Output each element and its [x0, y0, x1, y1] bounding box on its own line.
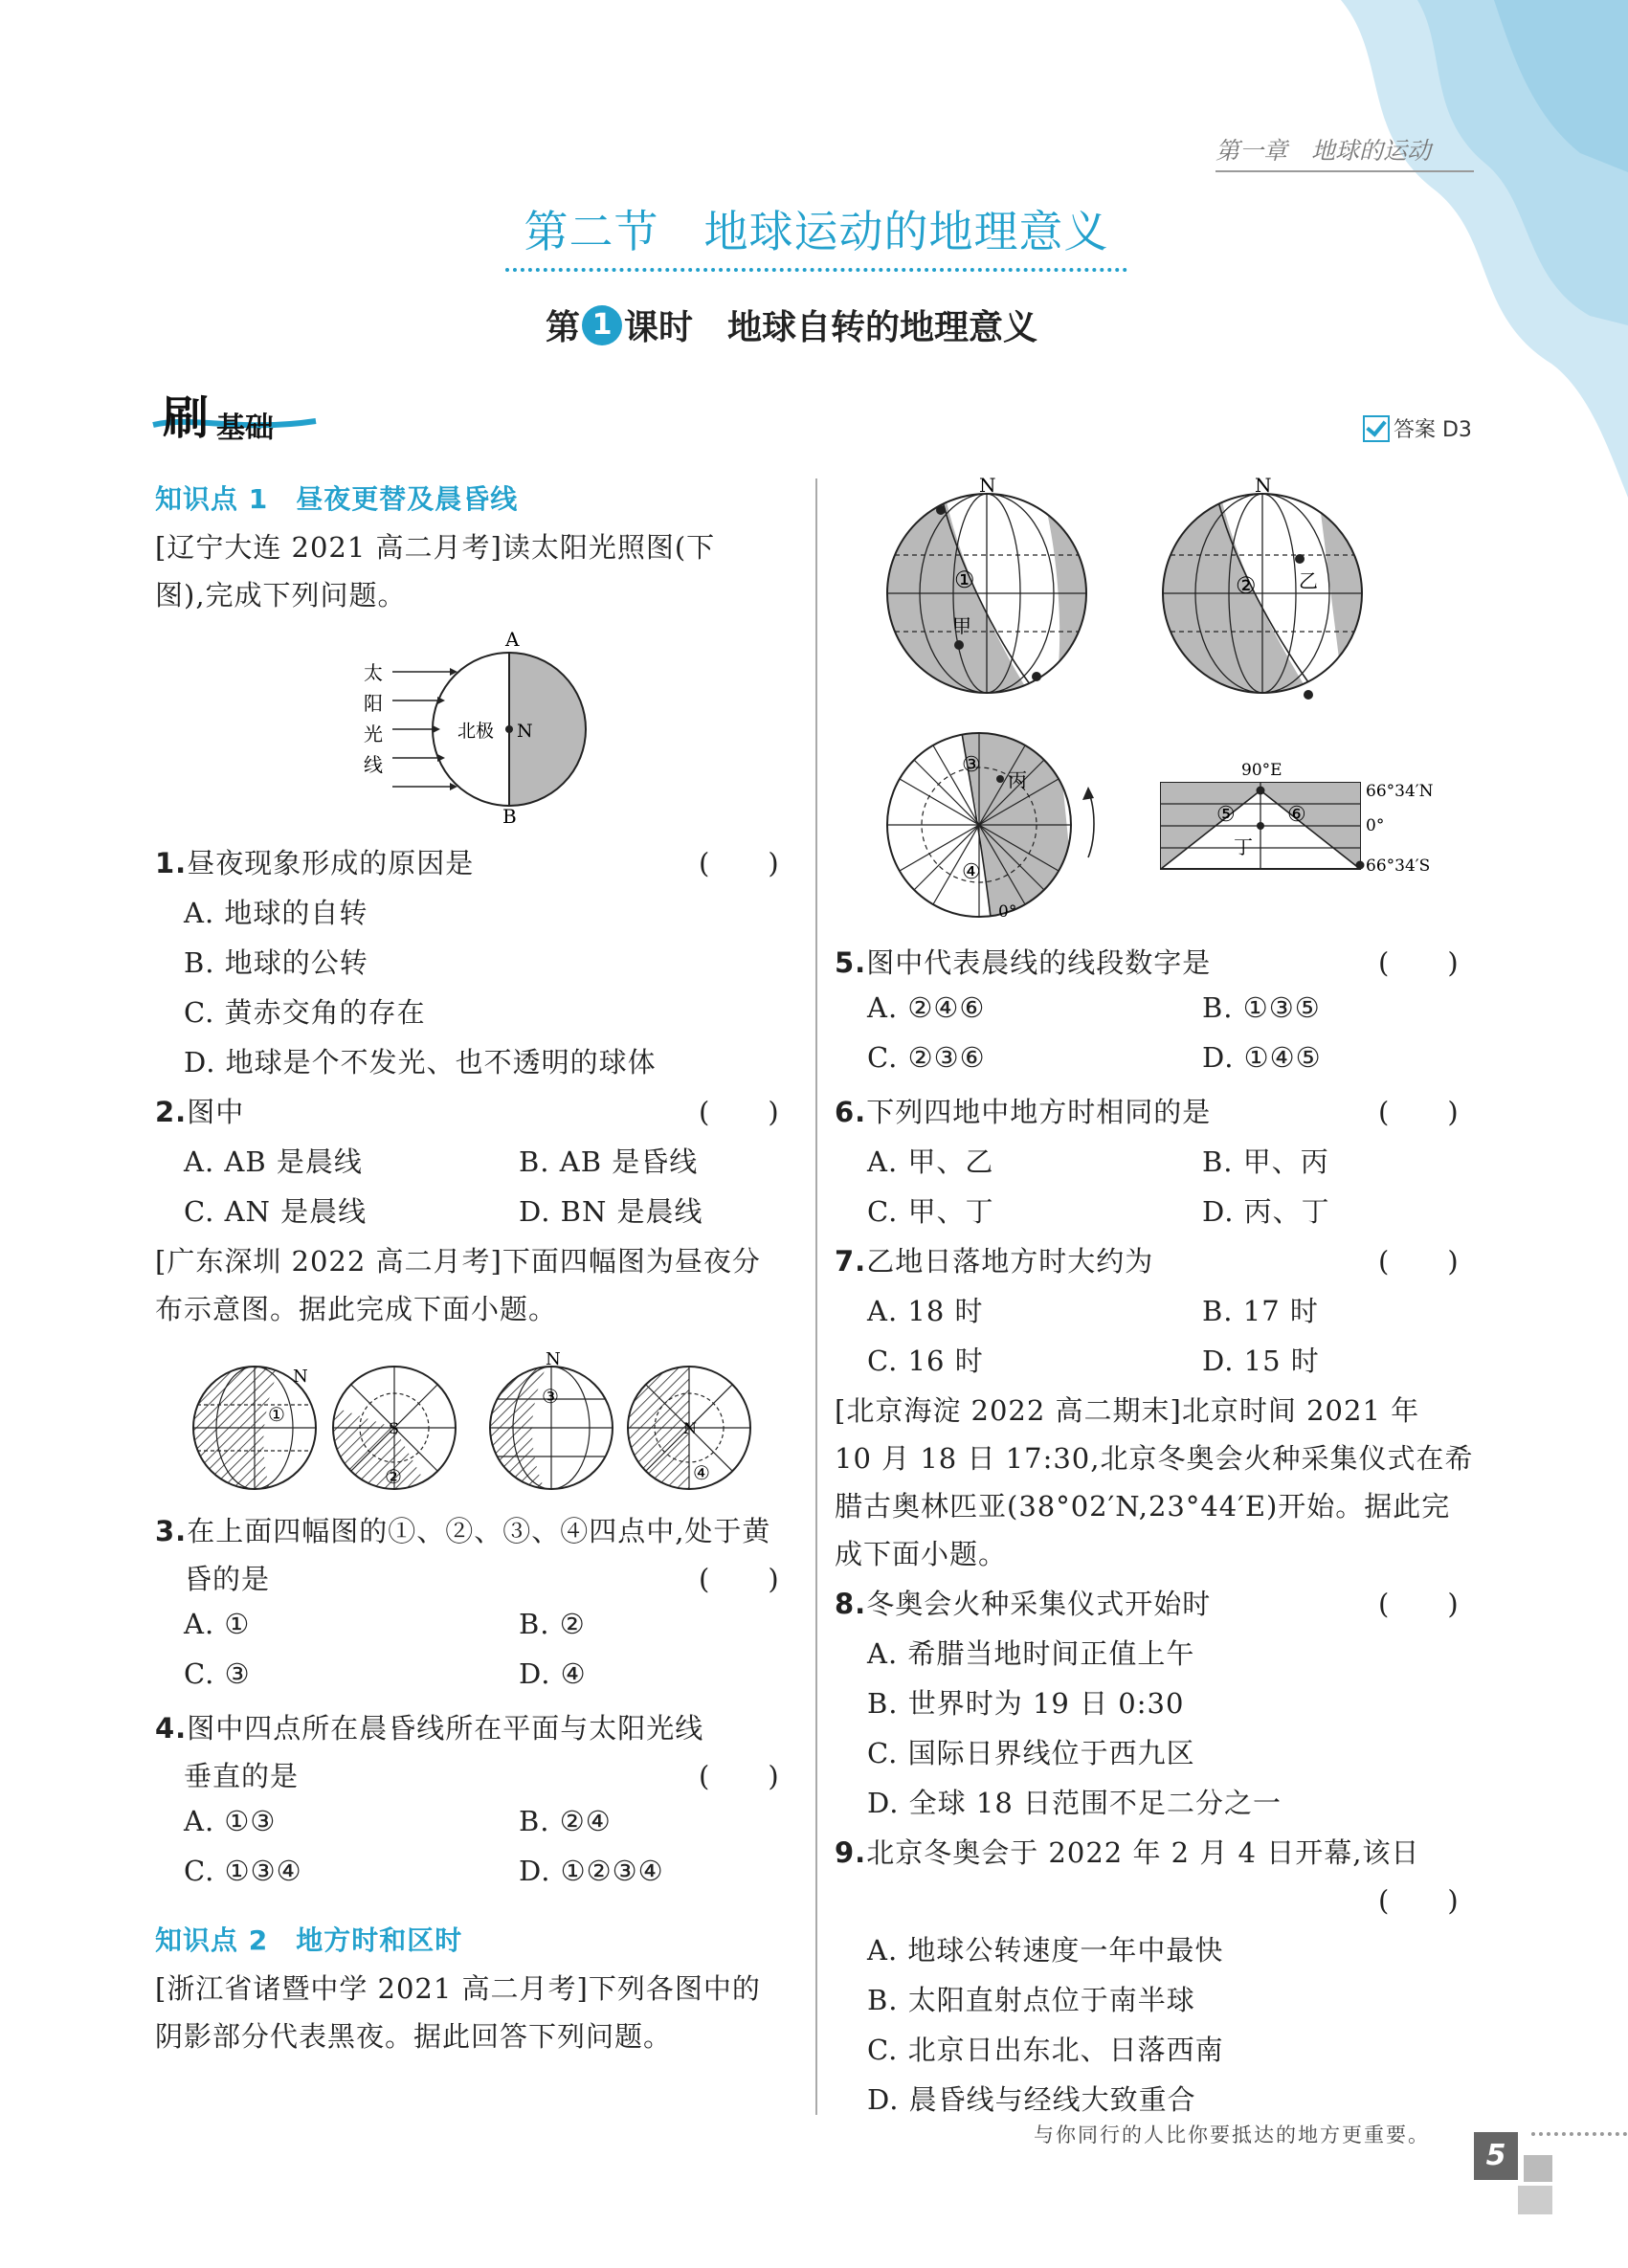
option[interactable]: A. ①③ — [184, 1805, 277, 1837]
footer-dotted-line — [1531, 2132, 1627, 2136]
yi-label: 乙 — [1299, 569, 1318, 592]
option[interactable]: B. 太阳直射点位于南半球 — [867, 1984, 1195, 2016]
n-label: N — [979, 474, 996, 497]
option[interactable]: A. 希腊当地时间正值上午 — [867, 1637, 1195, 1670]
option[interactable]: D. 晨昏线与经线大致重合 — [867, 2083, 1196, 2116]
answer-reference — [1363, 413, 1472, 443]
option[interactable]: A. AB 是晨线 — [184, 1145, 363, 1178]
n-label: N — [546, 1349, 561, 1369]
option[interactable]: A. ① — [184, 1608, 251, 1640]
time-zone-figures — [866, 474, 1434, 934]
knowledge-point-2: 知识点 2 地方时和区时 — [155, 1924, 463, 1956]
globe-jia — [866, 475, 1115, 704]
n-label: N — [293, 1367, 308, 1387]
option[interactable]: A. 地球的自转 — [184, 897, 368, 929]
option[interactable]: C. ③ — [184, 1657, 251, 1690]
question-6-stem: 6.下列四地中地方时相同的是 — [835, 1096, 1212, 1128]
answer-bracket[interactable]: ( ) — [1378, 1884, 1460, 1917]
sun-label: 线 — [364, 753, 383, 776]
sun-label: 太 — [364, 661, 383, 684]
point-3-label: ③ — [542, 1385, 559, 1408]
option[interactable]: C. ①③④ — [184, 1855, 302, 1887]
answer-label: 答案 D3 — [1394, 418, 1472, 442]
question-7-stem: 7.乙地日落地方时大约为 — [835, 1245, 1154, 1278]
n6634-label: 66°34′N — [1366, 782, 1434, 801]
lesson-prefix: 第 — [546, 307, 581, 347]
option[interactable]: A. 地球公转速度一年中最快 — [867, 1934, 1224, 1967]
option[interactable]: A. ②④⑥ — [867, 991, 986, 1024]
line-2-label: ② — [1236, 572, 1257, 599]
intro-text: 图),完成下列问题。 — [155, 579, 407, 611]
north-pole-dot — [505, 725, 513, 733]
brand-banner — [153, 387, 316, 445]
intro-text: [北京海淀 2022 高二期末]北京时间 2021 年 — [835, 1394, 1420, 1427]
sun-rays — [392, 672, 455, 787]
question-2-stem: 2.图中 — [155, 1096, 245, 1128]
answer-bracket[interactable]: ( ) — [1378, 1096, 1460, 1128]
answer-bracket[interactable]: ( ) — [1378, 1588, 1460, 1620]
line-3-label: ③ — [962, 753, 981, 777]
question-3-stem-cont: 昏的是 — [184, 1563, 271, 1595]
point-2-label: ② — [385, 1465, 402, 1488]
answer-bracket[interactable]: ( ) — [1378, 1245, 1460, 1278]
lesson-number-badge: 1 — [582, 305, 622, 345]
question-9-stem: 9.北京冬奥会于 2022 年 2 月 4 日开幕,该日 — [835, 1836, 1420, 1869]
decorative-square — [1524, 2155, 1552, 2182]
option[interactable]: D. BN 是晨线 — [519, 1195, 703, 1228]
option[interactable]: B. 世界时为 19 日 0:30 — [867, 1687, 1185, 1720]
option[interactable]: C. AN 是晨线 — [184, 1195, 368, 1228]
option[interactable]: C. 北京日出东北、日落西南 — [867, 2034, 1224, 2066]
option[interactable]: B. 地球的公转 — [184, 946, 368, 979]
option[interactable]: B. AB 是昏线 — [519, 1145, 699, 1178]
globe-yi — [1153, 475, 1373, 704]
option[interactable]: B. 17 时 — [1202, 1295, 1319, 1327]
answer-bracket[interactable]: ( ) — [699, 847, 780, 879]
s6634-label: 66°34′S — [1366, 856, 1431, 876]
sun-label: 阳 — [364, 692, 383, 715]
knowledge-point-1: 知识点 1 昼夜更替及晨昏线 — [155, 483, 519, 515]
decorative-brush-stroke — [1303, 0, 1628, 536]
chapter-header: 第一章 地球的运动 — [1215, 132, 1474, 172]
option[interactable]: B. ①③⑤ — [1202, 991, 1321, 1024]
answer-bracket[interactable]: ( ) — [699, 1096, 780, 1128]
question-5-stem: 5.图中代表晨线的线段数字是 — [835, 946, 1212, 979]
point-1-label: ① — [268, 1403, 285, 1426]
footer-motto: 与你同行的人比你要抵达的地方更重要。 — [1034, 2123, 1430, 2146]
brand-small: 基础 — [216, 411, 274, 445]
rotation-arrow — [1088, 790, 1094, 857]
equator-label: 0° — [1366, 816, 1385, 835]
option[interactable]: B. ②④ — [519, 1805, 612, 1837]
question-4-stem: 4.图中四点所在晨昏线所在平面与太阳光线 — [155, 1712, 704, 1745]
point-a-label: A — [505, 628, 520, 651]
page-number: 5 — [1474, 2132, 1518, 2180]
zero-meridian-label: 0° — [998, 902, 1017, 922]
answer-bracket[interactable]: ( ) — [699, 1760, 780, 1792]
answer-bracket[interactable]: ( ) — [699, 1563, 780, 1595]
n-label: N — [1255, 474, 1272, 497]
question-4-stem-cont: 垂直的是 — [184, 1760, 300, 1792]
decorative-square — [1518, 2186, 1552, 2214]
option[interactable]: C. 黄赤交角的存在 — [184, 996, 426, 1029]
point-b-label: B — [502, 805, 517, 828]
globe-bing — [887, 733, 1077, 924]
option[interactable]: B. 甲、丙 — [1202, 1145, 1329, 1178]
line-5-label: ⑤ — [1216, 803, 1236, 827]
option[interactable]: C. 国际日界线位于西九区 — [867, 1737, 1195, 1769]
option[interactable]: C. 甲、丁 — [867, 1195, 994, 1228]
option[interactable]: D. 丙、丁 — [1202, 1195, 1330, 1228]
option[interactable]: A. 甲、乙 — [867, 1145, 994, 1178]
e90-label: 90°E — [1241, 761, 1282, 780]
line-6-label: ⑥ — [1287, 803, 1306, 827]
map-ding — [1161, 783, 1365, 870]
option[interactable]: D. ①④⑤ — [1202, 1041, 1322, 1074]
option[interactable]: C. 16 时 — [867, 1345, 984, 1377]
intro-text: 布示意图。据此完成下面小题。 — [155, 1293, 558, 1325]
intro-text: 成下面小题。 — [835, 1538, 1008, 1570]
check-icon — [1363, 415, 1390, 442]
intro-text: [辽宁大连 2021 高二月考]读太阳光照图(下 — [155, 531, 716, 564]
intro-text: 腊古奥林匹亚(38°02′N,23°44′E)开始。据此完 — [835, 1490, 1451, 1523]
answer-bracket[interactable]: ( ) — [1378, 946, 1460, 979]
section-title: 第二节 地球运动的地理意义 — [505, 197, 1127, 272]
n-label: N — [517, 721, 533, 742]
four-globes-figure — [188, 1349, 762, 1502]
intro-text: [广东深圳 2022 高二月考]下面四幅图为昼夜分 — [155, 1245, 761, 1278]
line-4-label: ④ — [962, 860, 981, 884]
lesson-rest: 课时 地球自转的地理意义 — [624, 307, 1038, 347]
option[interactable]: A. 18 时 — [867, 1295, 984, 1327]
option[interactable]: D. ①②③④ — [519, 1855, 664, 1887]
lesson-title — [546, 300, 1037, 349]
line-1-label: ① — [954, 567, 975, 593]
option[interactable]: D. 地球是个不发光、也不透明的球体 — [184, 1046, 657, 1078]
brand-big: 刷 — [163, 391, 210, 445]
bing-label: 丙 — [1008, 768, 1027, 791]
n-label: N — [683, 1419, 697, 1437]
question-1-stem: 1.昼夜现象形成的原因是 — [155, 847, 475, 879]
intro-text: 阴影部分代表黑夜。据此回答下列问题。 — [155, 2020, 673, 2053]
question-8-stem: 8.冬奥会火种采集仪式开始时 — [835, 1588, 1212, 1620]
ding-label: 丁 — [1234, 835, 1253, 858]
s-label: S — [389, 1419, 399, 1437]
option[interactable]: D. 全球 18 日范围不足二分之一 — [867, 1787, 1282, 1819]
option[interactable]: D. ④ — [519, 1657, 587, 1690]
option[interactable]: D. 15 时 — [1202, 1345, 1320, 1377]
intro-text: [浙江省诸暨中学 2021 高二月考]下列各图中的 — [155, 1972, 761, 2005]
intro-text: 10 月 18 日 17:30,北京冬奥会火种采集仪式在希 — [835, 1442, 1474, 1475]
north-pole-label: 北极 — [457, 721, 495, 742]
jia-label: 甲 — [952, 614, 971, 637]
sun-label: 光 — [364, 723, 383, 745]
option[interactable]: C. ②③⑥ — [867, 1041, 986, 1074]
question-3-stem: 3.在上面四幅图的①、②、③、④四点中,处于黄 — [155, 1515, 771, 1547]
option[interactable]: B. ② — [519, 1608, 586, 1640]
column-divider — [815, 478, 817, 2115]
sunlight-figure — [354, 628, 613, 828]
point-4-label: ④ — [693, 1461, 710, 1484]
